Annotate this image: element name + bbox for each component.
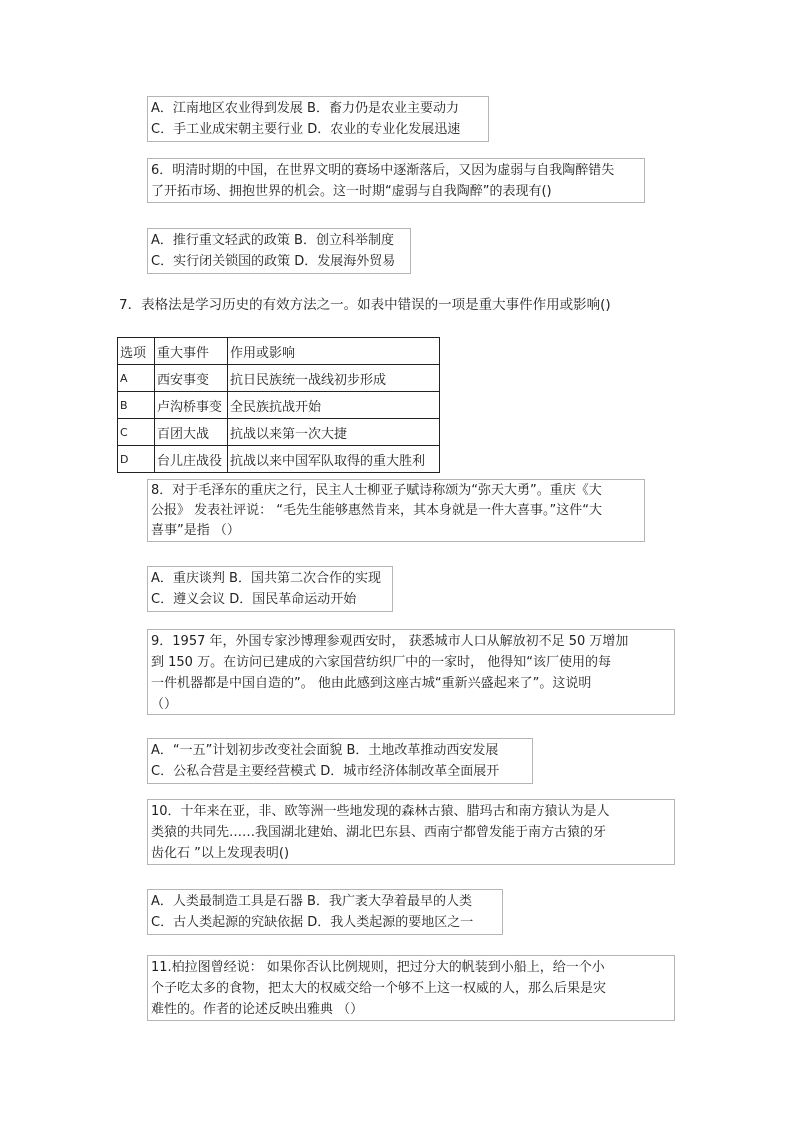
table-header-cell: 选项: [118, 338, 155, 365]
q6-stem-line-2: 了开拓市场、拥抱世界的机会。这一时期“虚弱与自我陶醉”的表现有(): [151, 184, 552, 199]
q9-options: [147, 738, 533, 784]
table-cell: 卢沟桥事变: [155, 392, 228, 419]
q10-option-line-2: C．古人类起源的究缺依据 D．我人类起源的要地区之一: [151, 915, 474, 930]
table-row: [118, 419, 440, 446]
q8-stem: [147, 479, 645, 542]
table-cell: A: [118, 365, 155, 392]
table-cell: 西安事变: [155, 365, 228, 392]
table-header-cell: 作用或影响: [228, 338, 440, 365]
table-cell: 全民族抗战开始: [228, 392, 440, 419]
table-cell: 台儿庄战役: [155, 446, 228, 473]
q8-options: [147, 566, 393, 612]
table-cell: 抗战以来第一次大捷: [228, 419, 440, 446]
table-cell: 百团大战: [155, 419, 228, 446]
table-cell: C: [118, 419, 155, 446]
q9-stem-line-1: 9．1957 年，外国专家沙博理参观西安时， 获悉城市人口从解放初不足 50 万增加: [151, 634, 629, 649]
q10-option-line-1: A．人类最制造工具是石器 B．我广袤大孕着最早的人类: [151, 894, 472, 909]
q10-stem: [147, 799, 675, 865]
q10-stem-line-1: 10．十年来在亚，非、欧等洲一些地发现的森林古猿、腊玛古和南方猿认为是人: [151, 804, 610, 819]
q9-stem: [147, 629, 675, 715]
q9-option-line-2: C．公私合营是主要经营模式 D．城市经济体制改革全面展开: [151, 764, 500, 779]
table-cell: D: [118, 446, 155, 473]
table-cell: 抗战以来中国军队取得的重大胜利: [228, 446, 440, 473]
q8-option-line-1: A．重庆谈判 B．国共第二次合作的实现: [151, 571, 381, 586]
q8-stem-line-1: 8．对于毛泽东的重庆之行，民主人士柳亚子赋诗称颂为“弥天大勇”。重庆《大: [151, 483, 602, 498]
table-header-row: [118, 338, 440, 365]
q10-stem-line-3: 齿化石 ”以上发现表明(): [151, 846, 290, 861]
q5-options: [147, 96, 489, 142]
table-row: [118, 365, 440, 392]
q8-stem-line-3: 喜事”是指 （）: [151, 523, 240, 538]
events-table: [117, 337, 440, 473]
q9-stem-line-4: （）: [151, 697, 178, 712]
q5-option-line-1: A．江南地区农业得到发展 B．畜力仍是农业主要动力: [151, 101, 459, 116]
q8-stem-line-2: 公报》 发表社评说： “毛先生能够惠然肯来，其本身就是一件大喜事。”这件“大: [151, 503, 602, 518]
table-header-cell: 重大事件: [155, 338, 228, 365]
q5-option-line-2: C．手工业成宋朝主要行业 D．农业的专业化发展迅速: [151, 122, 461, 137]
q6-option-line-2: C．实行闭关锁国的政策 D．发展海外贸易: [151, 254, 396, 269]
q6-stem-line-1: 6．明清时期的中国，在世界文明的赛场中逐渐落后，又因为虚弱与自我陶醉错失: [151, 163, 615, 178]
q8-option-line-2: C．遵义会议 D．国民革命运动开始: [151, 592, 357, 607]
table-cell: 抗日民族统一战线初步形成: [228, 365, 440, 392]
q10-stem-line-2: 类猿的共同先……我国湖北建始、湖北巴东县、西南宁都曾发能于南方古猿的牙: [151, 825, 607, 840]
q6-option-line-1: A．推行重文轻武的政策 B．创立科举制度: [151, 233, 394, 248]
q9-option-line-1: A．“一五”计划初步改变社会面貌 B．土地改革推动西安发展: [151, 743, 499, 758]
q6-stem: [147, 158, 645, 203]
q7-stem: 7．表格法是学习历史的有效方法之一。如表中错误的一项是重大事件作用或影响(): [119, 297, 611, 313]
q11-stem-line-1: 11.柏拉图曾经说： 如果你否认比例规则，把过分大的帆装到小船上，给一个小: [151, 960, 605, 975]
table-cell: B: [118, 392, 155, 419]
q9-stem-line-3: 一件机器都是中国自造的”。 他由此感到这座古城“重新兴盛起来了”。这说明: [151, 676, 592, 691]
q11-stem-line-3: 难性的。作者的论述反映出雅典 （）: [151, 1002, 364, 1017]
q11-stem: [147, 955, 675, 1021]
q6-options: [147, 228, 411, 274]
q9-stem-line-2: 到 150 万。在访问已建成的六家国营纺织厂中的一家时， 他得知“该厂使用的每: [151, 655, 611, 670]
q10-options: [147, 889, 503, 935]
q11-stem-line-2: 个子吃太多的食物，把太大的权威交给一个够不上这一权威的人，那么后果是灾: [151, 981, 607, 996]
table-row: [118, 392, 440, 419]
table-row: [118, 446, 440, 473]
